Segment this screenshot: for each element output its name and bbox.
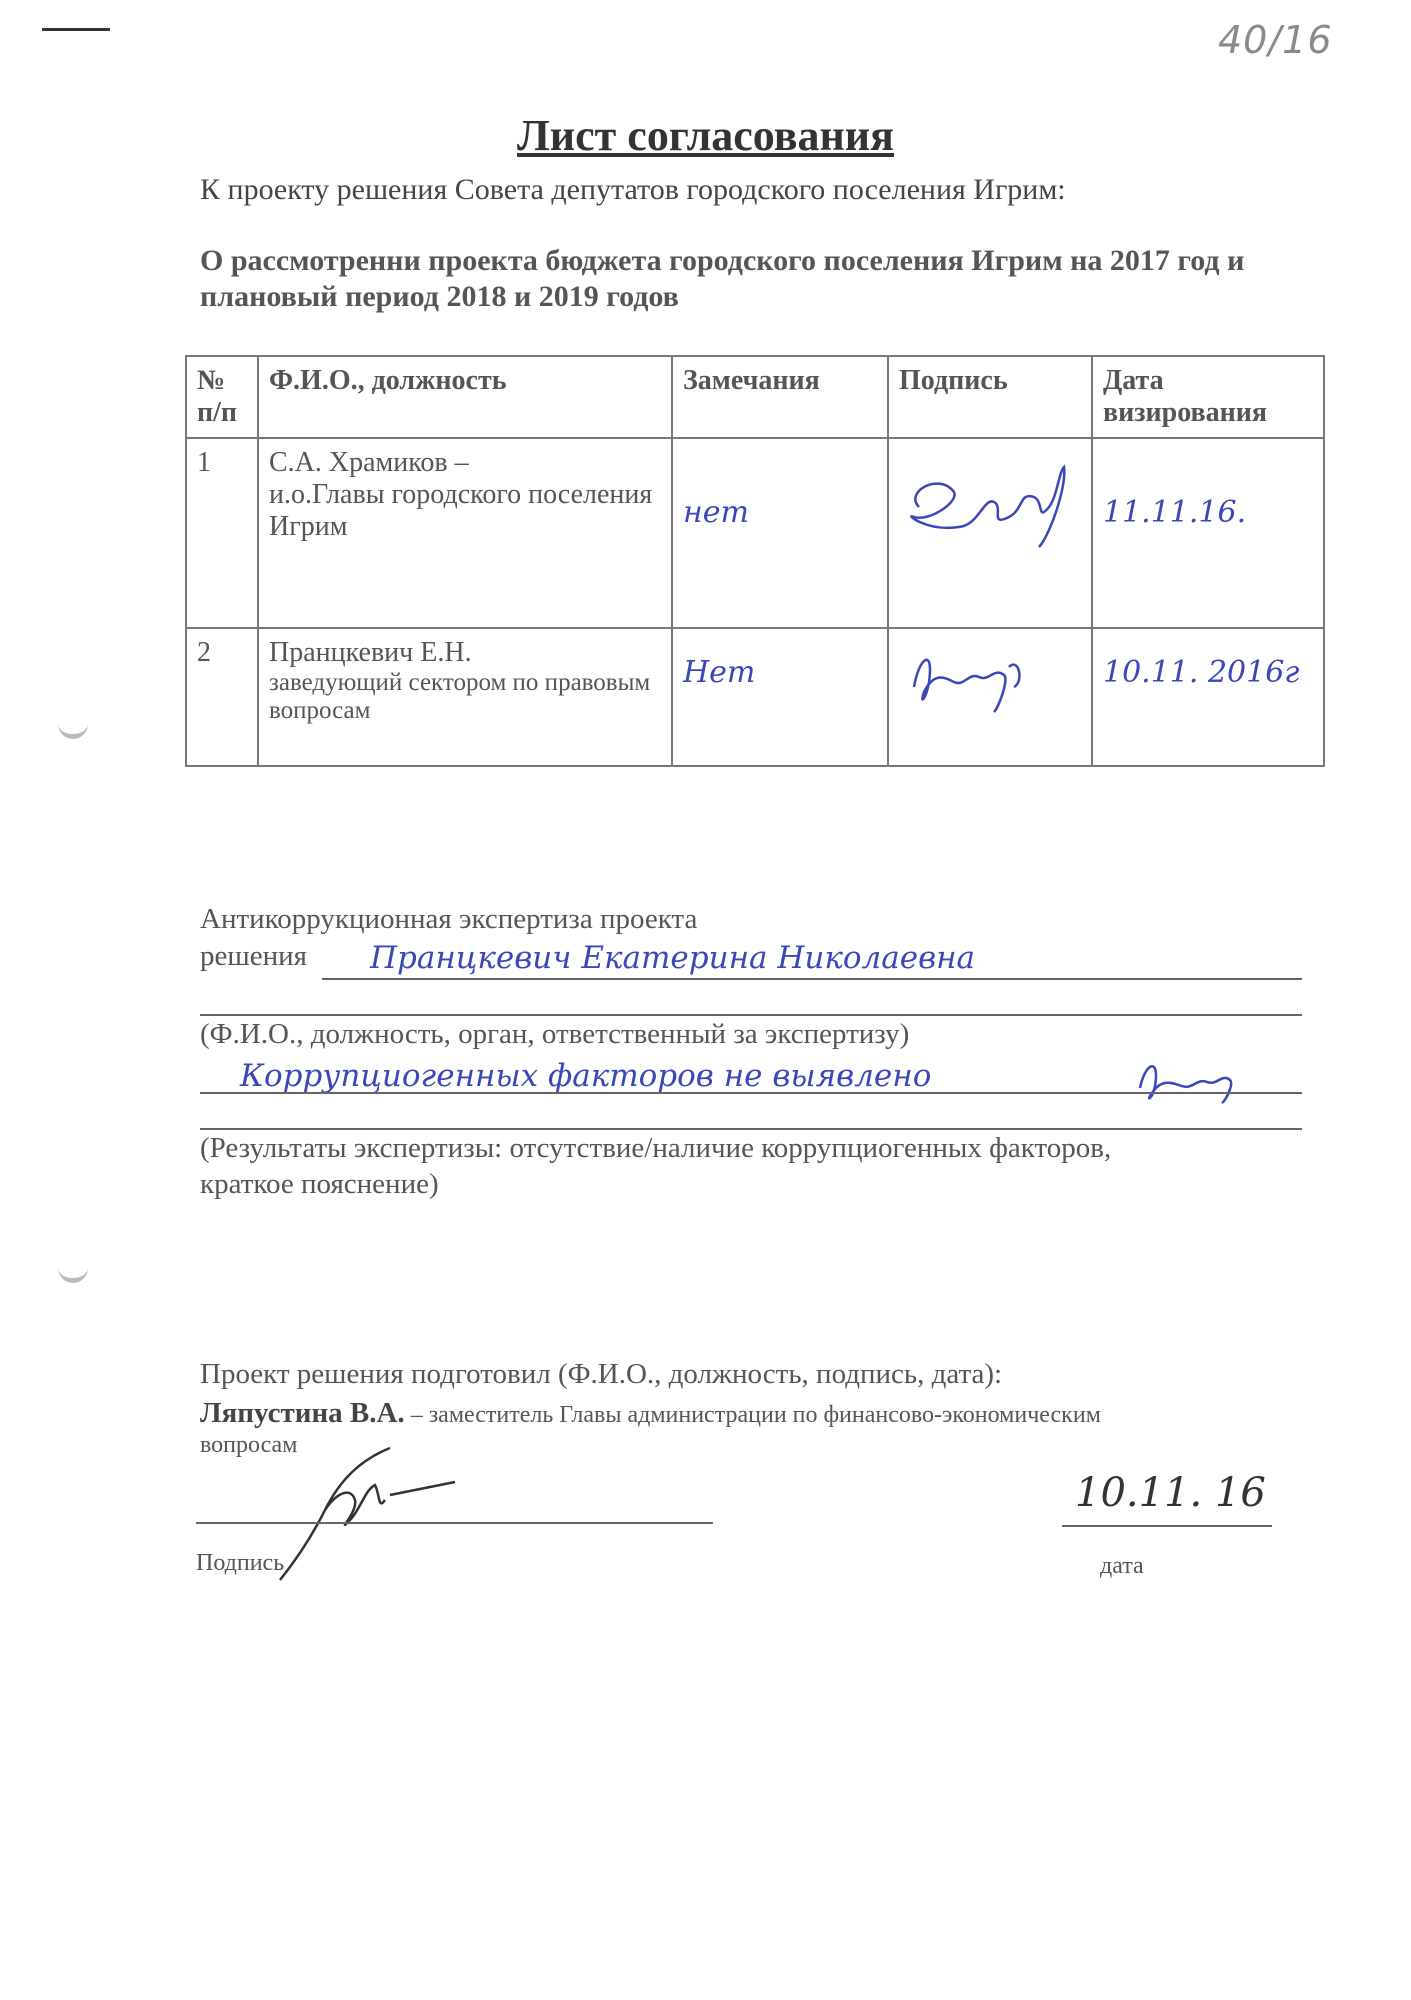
anticorruption-label-2: решения — [200, 940, 307, 972]
result-caption: (Результаты экспертизы: отсутствие/наличие коррупциогенных факторов, — [200, 1132, 1112, 1164]
row-date — [1092, 628, 1324, 766]
document-subtitle: К проекту решения Совета депутатов городского поселения Игрим: — [200, 173, 1066, 206]
handwritten-remark: нет — [683, 495, 749, 530]
result-caption-2: краткое пояснение) — [200, 1168, 439, 1200]
row-name-line1: С.А. Храмиков – — [269, 447, 469, 478]
anticorruption-label: Антикоррукционная экспертиза проекта — [200, 903, 698, 935]
expert-caption: (Ф.И.О., должность, орган, ответственный за экспертизу) — [200, 1018, 910, 1050]
date-caption: дата — [1100, 1553, 1144, 1579]
row-num: 1 — [186, 438, 258, 628]
row-signature — [888, 628, 1092, 766]
expert-name-line-2 — [200, 1014, 1302, 1016]
prepared-label: Проект решения подготовил (Ф.И.О., должность, подпись, дата): — [200, 1358, 1003, 1390]
signature-icon — [899, 637, 1059, 717]
signature-line — [196, 1522, 713, 1524]
row-name-line2: заведующий сектором по правовым вопросам — [269, 669, 651, 724]
prepared-info — [200, 1397, 1101, 1430]
expert-name-line — [322, 978, 1302, 980]
page-title: Лист согласования — [517, 111, 894, 160]
row-name — [258, 628, 672, 766]
handwritten-remark: Нет — [683, 655, 756, 690]
row-remarks — [672, 438, 888, 628]
preparer-position-2: вопросам — [200, 1432, 298, 1458]
handwritten-prepared-date: 10.11. 16 — [1075, 1470, 1266, 1516]
handwritten-date: 10.11. 2016г — [1103, 655, 1300, 690]
date-line — [1062, 1525, 1272, 1527]
document-subject: О рассмотренни проекта бюджета городского поселения Игрим на 2017 год и плановый период 2018 и 2019 годов — [200, 244, 1245, 313]
signature-caption: Подпись — [196, 1550, 285, 1576]
signature-icon — [899, 447, 1079, 567]
result-line-2 — [200, 1128, 1302, 1130]
row-name-line2: и.о.Главы городского поселения Игрим — [269, 479, 653, 542]
handwritten-result: Коррупциогенных факторов не выявлено — [240, 1058, 932, 1094]
handwritten-date: 11.11.16. — [1103, 495, 1247, 530]
punch-hole — [58, 1256, 88, 1283]
row-remarks — [672, 628, 888, 766]
punch-hole — [58, 712, 88, 739]
header-remarks: Замечания — [672, 356, 888, 438]
row-name-line1: Пранцкевич Е.Н. — [269, 637, 472, 668]
result-line — [200, 1092, 1302, 1094]
row-num: 2 — [186, 628, 258, 766]
row-name — [258, 438, 672, 628]
header-signature: Подпись — [888, 356, 1092, 438]
table-row — [186, 438, 1324, 628]
preparer-name: Ляпустина В.А. — [200, 1397, 405, 1429]
signature-icon — [1130, 1048, 1250, 1104]
header-date: Дата визирования — [1092, 356, 1324, 438]
row-signature — [888, 438, 1092, 628]
header-name: Ф.И.О., должность — [258, 356, 672, 438]
header-num: № п/п — [186, 356, 258, 438]
row-date — [1092, 438, 1324, 628]
handwritten-expert-name: Пранцкевич Екатерина Николаевна — [370, 940, 976, 976]
table-row — [186, 628, 1324, 766]
preparer-position: – заместитель Главы администрации по финансово-экономическим — [404, 1402, 1101, 1428]
approval-table — [185, 355, 1325, 767]
table-header-row — [186, 356, 1324, 438]
margin-mark — [42, 28, 110, 31]
document-number: 40/16 — [1218, 18, 1333, 62]
